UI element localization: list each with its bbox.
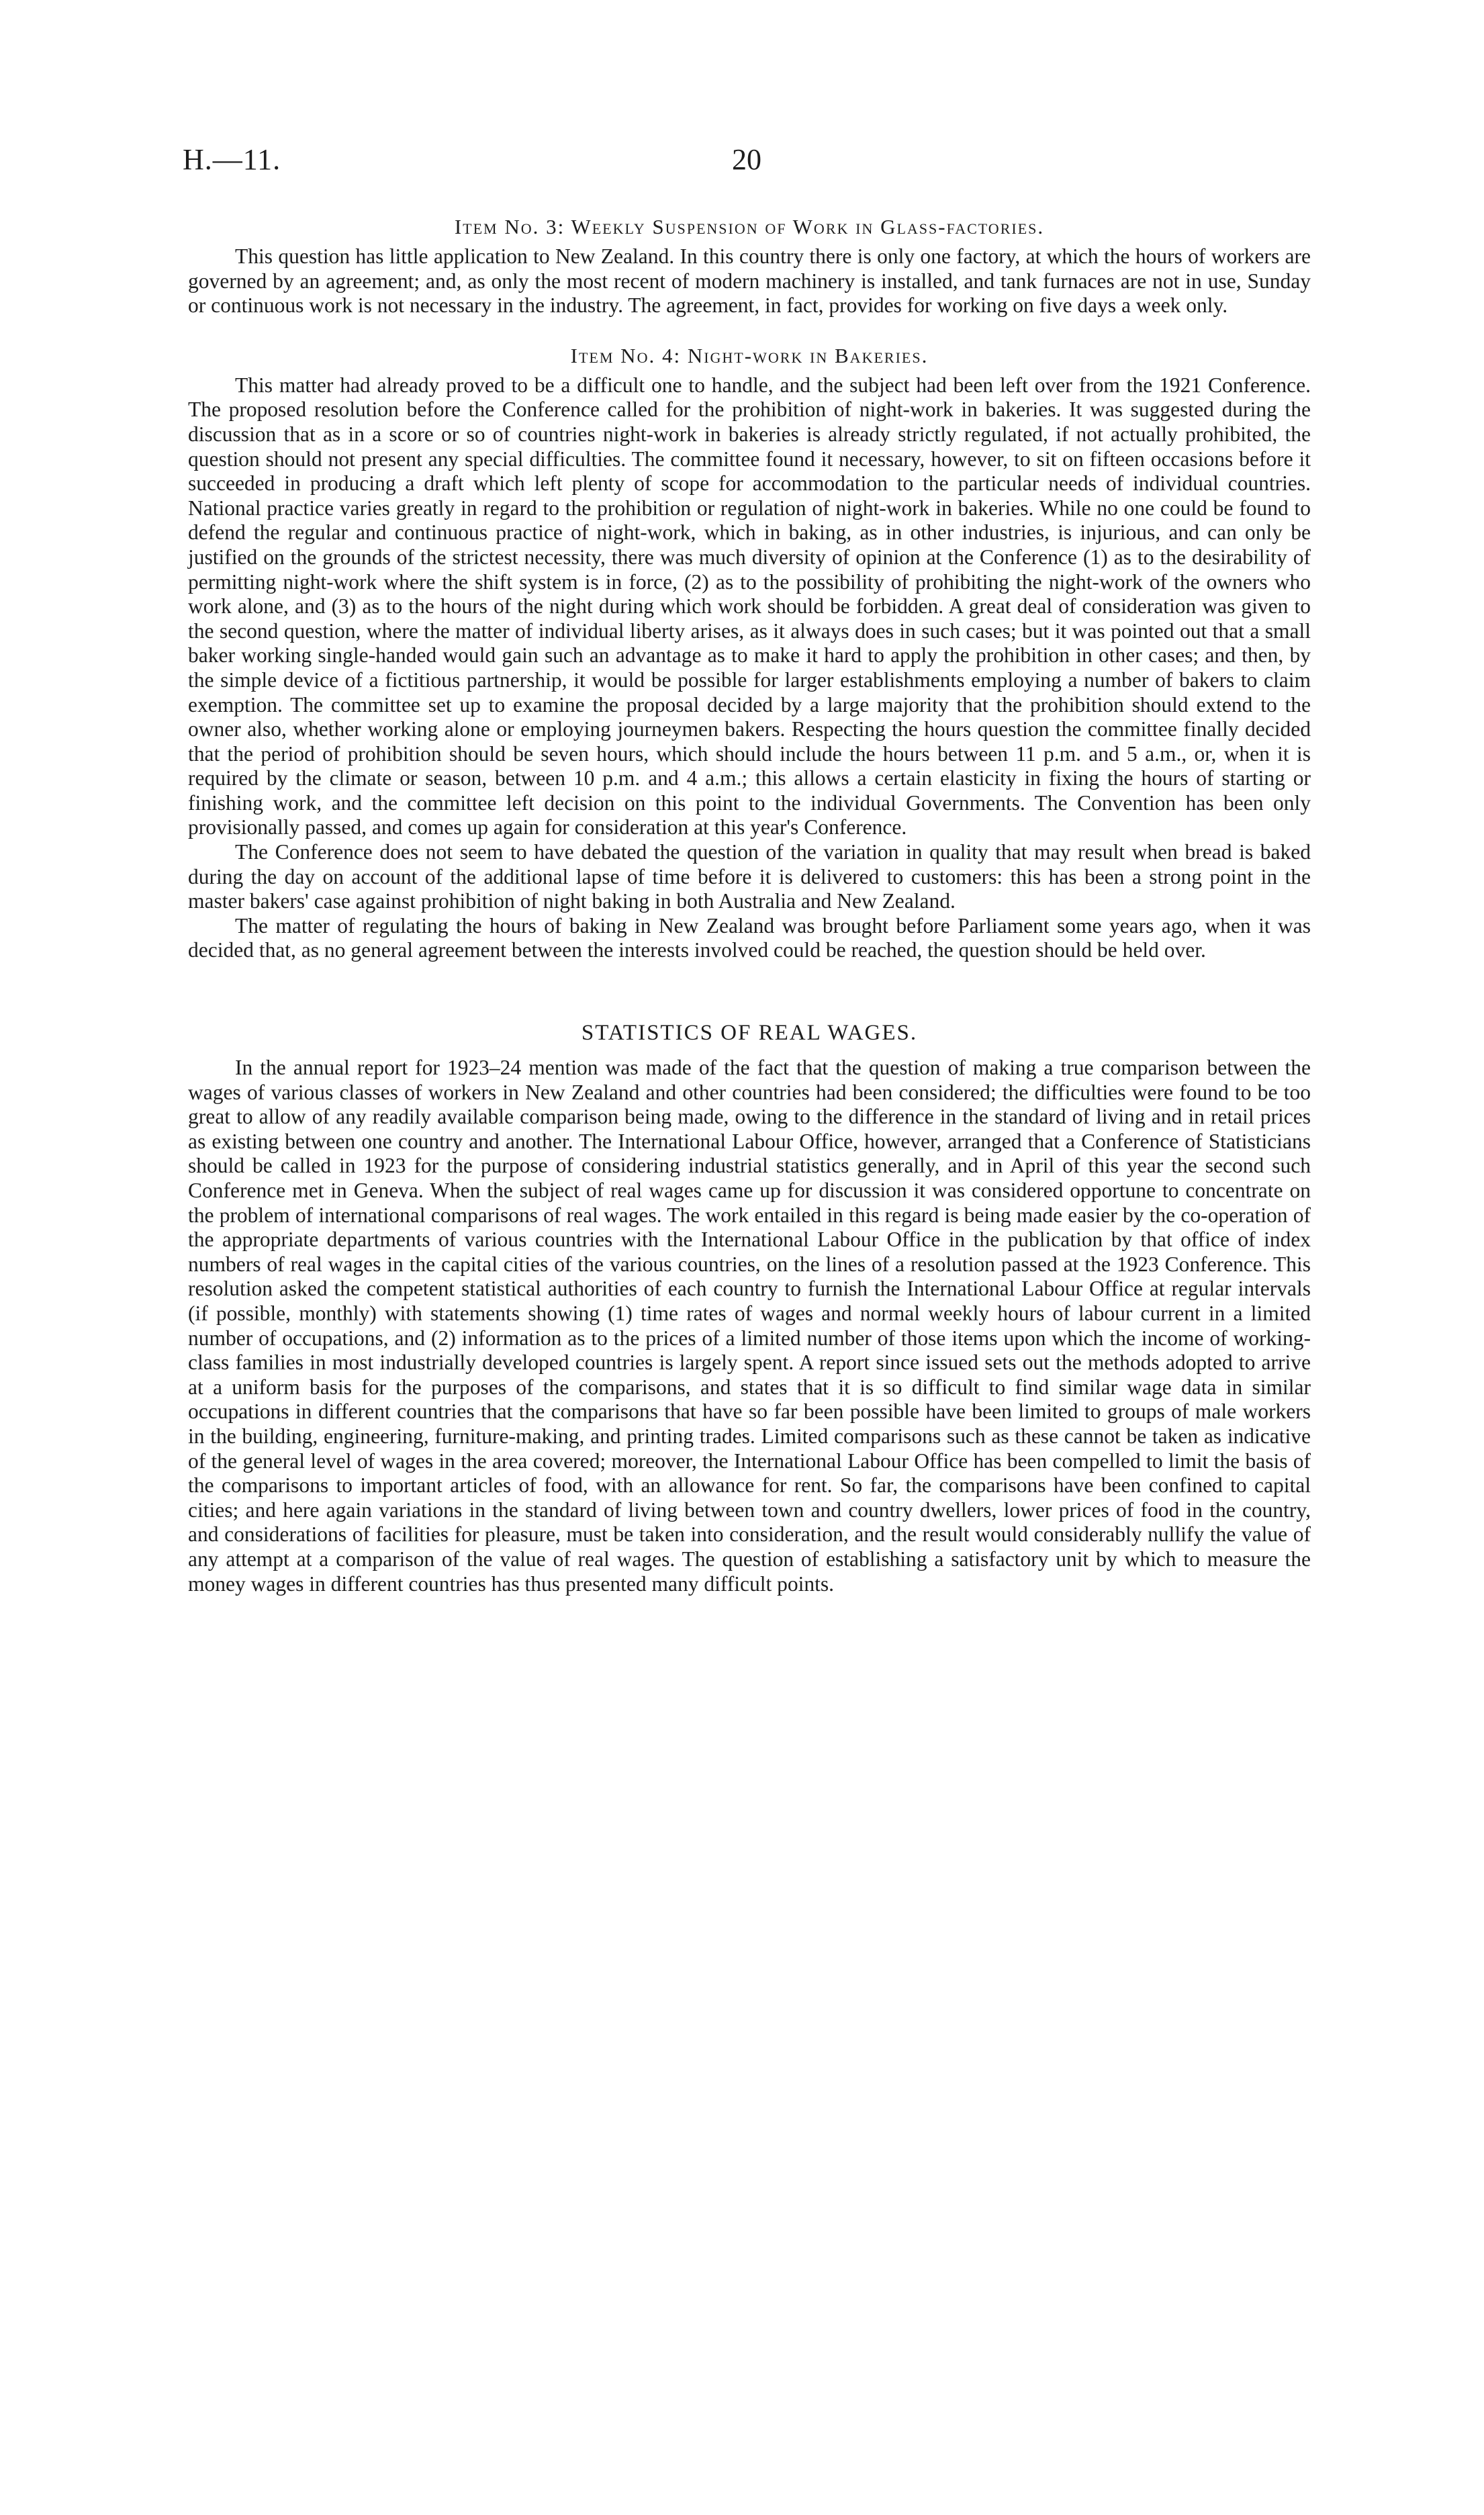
statistics-title: STATISTICS OF REAL WAGES. [581, 1021, 918, 1046]
item-4-paragraph-1: This matter had already proved to be a difficult one to handle, and the subject had been left over from the 1921 Conference. The proposed resolution before the Conference called for the prohibition of night-work in bakeries. It was suggested during the discussion that as in a score or so of countries night-work in bakeries is already strictly regulated, if not actually prohibited, the question should not present any special difficulties. The committee found it necessary, however, to sit on fifteen occasions before it succeeded in producing a draft which left plenty of scope for accommodation to the particular needs of individual countries. National practice varies greatly in regard to the prohibition or regulation of night-work in bakeries. While no one could be found to defend the regular and continuous practice of night-work, which in baking, as in other industries, is injurious, and can only be justified on the grounds of the strictest necessity, there was much diversity of opinion at the Conference (1) as to the desirability of permitting night-work where the shift system is in force, (2) as to the possibility of prohibiting the night-work of the owners who work alone, and (3) as to the hours of the night during which work should be forbidden. A great deal of consideration was given to the second question, where the matter of individual liberty arises, as it always does in such cases; but it was pointed out that a small baker working single-handed would gain such an advantage as to make it hard to apply the prohibition in other cases; and then, by the simple device of a fictitious partnership, it would be possible for larger establishments employing a number of bakers to claim exemption. The committee set up to examine the proposal decided by a large majority that the prohibition should extend to the owner also, whether working alone or employing journeymen bakers. Respecting the hours question the committee finally decided that the period of prohibition should be seven hours, which should include the hours between 11 p.m. and 5 a.m., or, when it is required by the climate or season, between 10 p.m. and 4 a.m.; this allows a certain elasticity in fixing the hours of starting or finishing work, and the committee left decision on this point to the individual Governments. The Convention has been only provisionally passed, and comes up again for consideration at this year's Conference. [188, 373, 1311, 839]
spacer [188, 318, 1311, 342]
item-3-heading: Item No. 3: Weekly Suspension of Work in Glass-factories. [454, 215, 1045, 238]
running-head [183, 142, 1311, 183]
item-4-paragraph-2: The Conference does not seem to have debated the question of the variation in quality that may result when bread is baked during the day on account of the additional lapse of time before it is delivered to customers: this has been a strong point in the master bakers' case against prohibition of night baking in both Australia and New Zealand. [188, 840, 1311, 913]
item-4-paragraph-3: The matter of regulating the hours of baking in New Zealand was brought before Parliament some years ago, when it was decided that, as no general agreement between the interests involved could be reached, the question should be held over. [188, 913, 1311, 962]
spacer [188, 963, 1311, 1019]
item-3-paragraph: This question has little application to New Zealand. In this country there is only one factory, at which the hours of workers are governed by an agreement; and, as only the most recent of modern machinery is installed, and tank furnaces are not in use, Sunday or continuous work is not necessary in the industry. The agreement, in fact, provides for working on five days a week only. [188, 244, 1311, 318]
document-reference: H.—11. [183, 143, 281, 176]
page-number: 20 [732, 143, 761, 176]
statistics-section [188, 1019, 1311, 1596]
item-4-heading: Item No. 4: Night-work in Bakeries. [570, 343, 929, 367]
item-3-section [188, 214, 1311, 318]
item-4-section [188, 342, 1311, 963]
statistics-paragraph: In the annual report for 1923–24 mention was made of the fact that the question of making a true comparison between the wages of various classes of workers in New Zealand and other countries had been considered; the difficulties were found to be too great to allow of any readily available comparison being made, owing to the difference in the standard of living and in retail prices as existing between one country and another. The International Labour Office, however, arranged that a Conference of Statisticians should be called in 1923 for the purpose of considering industrial statistics generally, and in April of this year the second such Conference met in Geneva. When the subject of real wages came up for discussion it was considered opportune to concentrate on the problem of international comparisons of real wages. The work entailed in this regard is being made easier by the co-operation of the appropriate departments of various countries with the International Labour Office in the publication by that office of index numbers of real wages in the capital cities of the various countries, on the lines of a resolution passed at the 1923 Conference. This resolution asked the competent statistical authorities of each country to furnish the International Labour Office at regular intervals (if possible, monthly) with statements showing (1) time rates of wages and normal weekly hours of labour current in a limited number of occupations, and (2) information as to the prices of a limited number of those items upon which the income of working-class families in most industrially developed countries is largely spent. A report since issued sets out the methods adopted to arrive at a uniform basis for the purposes of the comparisons, and states that it is so difficult to find similar wage data in similar occupations in different countries that the comparisons that have so far been possible have been limited to groups of male workers in the building, engineering, furniture-making, and printing trades. Limited comparisons such as these cannot be taken as indicative of the general level of wages in the area covered; moreover, the International Labour Office has been compelled to limit the basis of the comparisons to important articles of food, with an allowance for rent. So far, the comparisons have been confined to capital cities; and here again variations in the standard of living between town and country dwellers, lower prices of food in the country, and considerations of facilities for pleasure, must be taken into consideration, and the result would considerably nullify the value of any attempt at a comparison of the value of real wages. The question of establishing a satisfactory unit by which to measure the money wages in different countries has thus presented many difficult points. [188, 1056, 1311, 1596]
page-content [188, 214, 1311, 1596]
